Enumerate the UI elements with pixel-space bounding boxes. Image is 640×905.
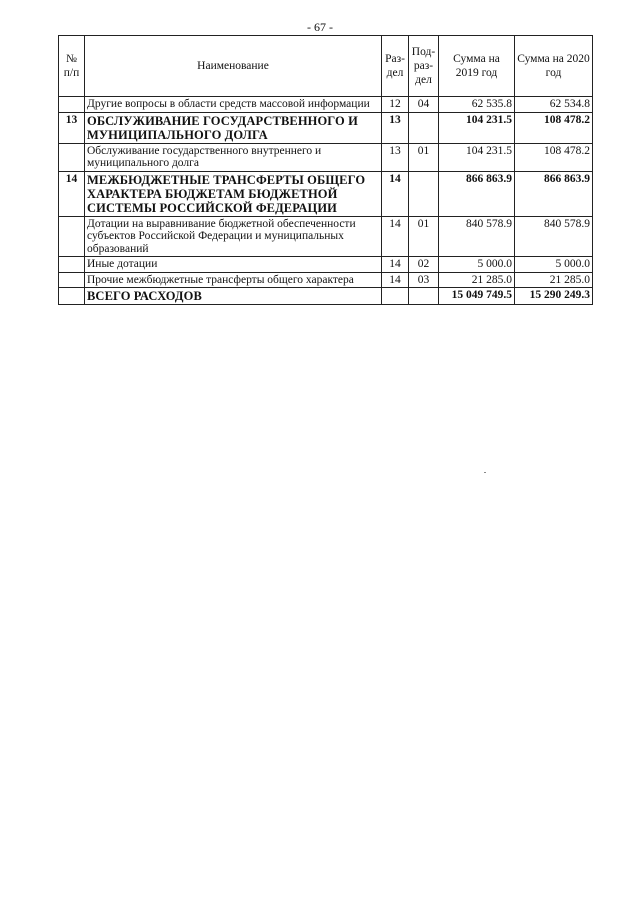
row-num	[59, 143, 85, 171]
row-subsection: 04	[409, 97, 439, 113]
row-sum-2019: 104 231.5	[439, 112, 515, 143]
row-num: 14	[59, 171, 85, 216]
row-section: 13	[382, 143, 409, 171]
header-sum-2019: Сумма на 2019 год	[439, 36, 515, 97]
row-subsection	[409, 112, 439, 143]
table-row	[59, 257, 593, 273]
row-name: ВСЕГО РАСХОДОВ	[85, 288, 382, 305]
row-sum-2020: 108 478.2	[515, 143, 593, 171]
row-name: Обслуживание государственного внутреннего и муниципального долга	[85, 143, 382, 171]
row-section: 14	[382, 257, 409, 273]
header-num: № п/п	[59, 36, 85, 97]
row-sum-2019: 840 578.9	[439, 216, 515, 257]
row-sum-2019: 866 863.9	[439, 171, 515, 216]
table-row	[59, 272, 593, 288]
row-section: 13	[382, 112, 409, 143]
row-name: Иные дотации	[85, 257, 382, 273]
row-sum-2019: 62 535.8	[439, 97, 515, 113]
table-row	[59, 216, 593, 257]
scan-speck	[484, 472, 486, 473]
row-sum-2019: 15 049 749.5	[439, 288, 515, 305]
row-num	[59, 288, 85, 305]
row-section	[382, 288, 409, 305]
row-num	[59, 272, 85, 288]
row-name: МЕЖБЮДЖЕТНЫЕ ТРАНСФЕРТЫ ОБЩЕГО ХАРАКТЕРА БЮДЖЕТАМ БЮДЖЕТНОЙ СИСТЕМЫ РОССИЙСКОЙ ФЕДЕРАЦИИ	[85, 171, 382, 216]
row-section: 14	[382, 216, 409, 257]
row-num	[59, 257, 85, 273]
row-section: 14	[382, 272, 409, 288]
table-row	[59, 112, 593, 143]
header-sum-2020: Сумма на 2020 год	[515, 36, 593, 97]
row-sum-2019: 5 000.0	[439, 257, 515, 273]
row-sum-2020: 21 285.0	[515, 272, 593, 288]
row-subsection	[409, 288, 439, 305]
row-sum-2020: 62 534.8	[515, 97, 593, 113]
row-sum-2020: 5 000.0	[515, 257, 593, 273]
row-name: ОБСЛУЖИВАНИЕ ГОСУДАРСТВЕННОГО И МУНИЦИПАЛЬНОГО ДОЛГА	[85, 112, 382, 143]
budget-table	[58, 35, 593, 305]
header-section: Раз- дел	[382, 36, 409, 97]
header-subsection: Под- раз- дел	[409, 36, 439, 97]
row-section: 14	[382, 171, 409, 216]
row-subsection: 01	[409, 143, 439, 171]
page-number: - 67 -	[307, 20, 333, 34]
row-sum-2020: 840 578.9	[515, 216, 593, 257]
row-num: 13	[59, 112, 85, 143]
row-subsection: 03	[409, 272, 439, 288]
table-row	[59, 143, 593, 171]
row-num	[59, 97, 85, 113]
row-section: 12	[382, 97, 409, 113]
row-sum-2020: 108 478.2	[515, 112, 593, 143]
table-header-row	[59, 36, 593, 97]
row-sum-2020: 15 290 249.3	[515, 288, 593, 305]
row-name: Другие вопросы в области средств массовой информации	[85, 97, 382, 113]
row-name: Дотации на выравнивание бюджетной обеспеченности субъектов Российской Федерации и муниципальных образований	[85, 216, 382, 257]
table-total-row	[59, 288, 593, 305]
table-row	[59, 171, 593, 216]
row-name: Прочие межбюджетные трансферты общего характера	[85, 272, 382, 288]
row-num	[59, 216, 85, 257]
row-subsection: 02	[409, 257, 439, 273]
table-row	[59, 97, 593, 113]
row-subsection: 01	[409, 216, 439, 257]
row-sum-2019: 21 285.0	[439, 272, 515, 288]
row-subsection	[409, 171, 439, 216]
row-sum-2020: 866 863.9	[515, 171, 593, 216]
row-sum-2019: 104 231.5	[439, 143, 515, 171]
header-name: Наименование	[85, 36, 382, 97]
